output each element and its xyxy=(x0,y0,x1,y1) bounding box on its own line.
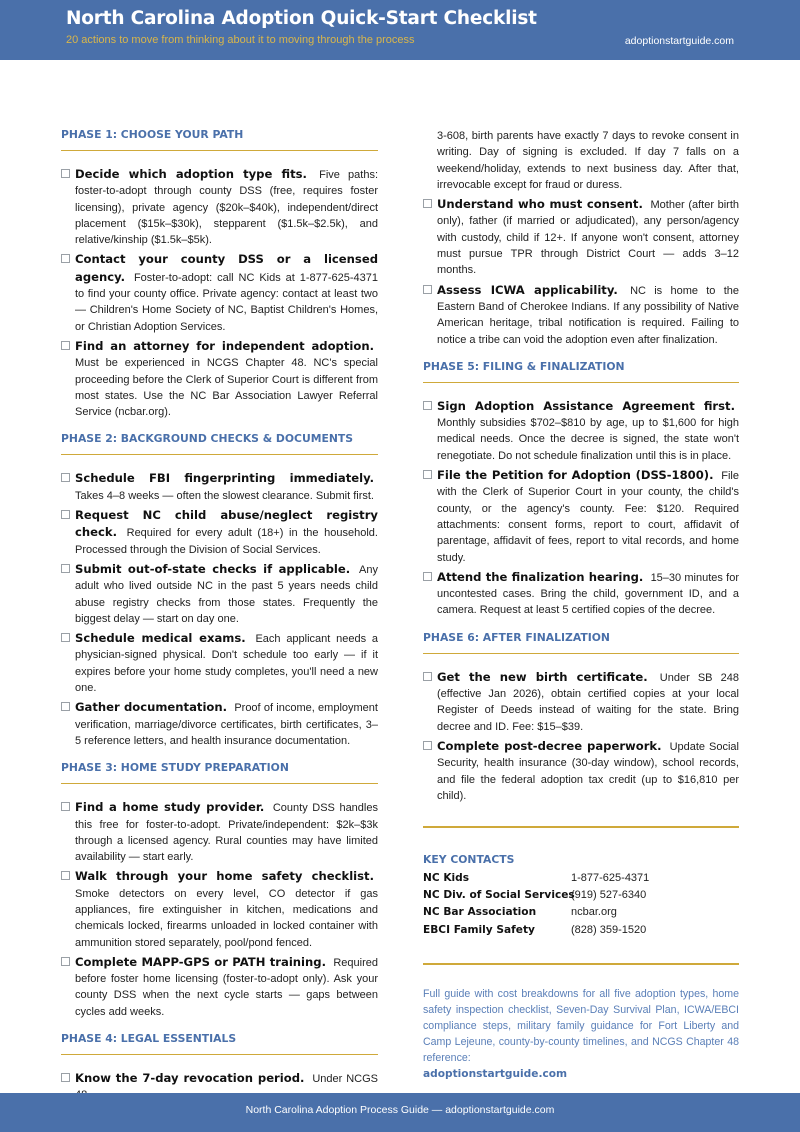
item-text: Each applicant needs a physician-signed physical. Don't schedule too early — if it expires before your home study completes, you'll need a new one. xyxy=(75,633,378,695)
checkbox[interactable] xyxy=(423,401,432,410)
item-text: Under NCGS xyxy=(312,1073,378,1086)
item-lead: Sign Adoption Assistance Agreement first. xyxy=(437,398,735,413)
contact-value: (919) 527-6340 xyxy=(571,889,647,901)
checkbox[interactable] xyxy=(61,1073,70,1082)
checklist-item xyxy=(423,196,739,278)
checklist-item xyxy=(61,338,378,420)
checkbox[interactable] xyxy=(423,470,432,479)
contact-row xyxy=(423,904,739,921)
item-text: NC is home to the Eastern Band of Cherokee Indians. If any possibility of Native American heritage, tribal notification is required. Failing to notice a tribe can void the adoption even after finalization. xyxy=(437,284,740,346)
contact-row xyxy=(423,870,739,887)
item-lead: Get the new birth certificate. xyxy=(437,669,648,684)
page-subtitle: 20 actions to move from thinking about it to moving through the process xyxy=(66,34,415,46)
phase-3 xyxy=(61,761,378,1020)
phase-2 xyxy=(61,432,378,749)
item-text: Must be experienced in NCGS Chapter 48. NC's special proceeding before the Clerk of Superior Court is different from most states. Use the NC Bar Association Lawyer Referral Service (ncbar.org). xyxy=(75,357,378,419)
item-text: Under SB 248 (effective Jan 2026), obtain certified copies at your local Register of Deeds instead of waiting for the state. Bring decree and ID. Fee: $15–$39. xyxy=(437,671,739,733)
contact-name: NC Div. of Social Services xyxy=(423,889,575,901)
checkbox[interactable] xyxy=(61,254,70,263)
checkbox[interactable] xyxy=(423,741,432,750)
item-lead: Gather documentation. xyxy=(75,700,228,715)
contact-value: 1-877-625-4371 xyxy=(571,871,650,884)
phase-title: PHASE 3: HOME STUDY PREPARATION xyxy=(61,761,378,784)
right-column xyxy=(423,128,739,1082)
checkbox[interactable] xyxy=(423,285,432,294)
checkbox[interactable] xyxy=(61,169,70,178)
item-text: 3-608, birth parents have exactly 7 days to revoke consent in writing. Day of signing is excluded. If day 7 falls on a weekend/holiday, extends to next business day. After that, irrevocable except for fraud or duress. xyxy=(437,130,739,191)
checkbox[interactable] xyxy=(61,871,70,880)
checklist-item xyxy=(61,166,378,248)
item-lead: Complete post-decree paperwork. xyxy=(437,738,662,753)
page-footer xyxy=(0,1093,800,1132)
checklist-item xyxy=(61,699,378,749)
item-text: Mother (after birth only), father (if married or adjudicated), any person/agency with custody, child if 12+. If anyone won't consent, attorney must pursue TPR through District Court — adds 3–12 months. xyxy=(437,199,739,277)
checkbox[interactable] xyxy=(423,572,432,581)
section-divider xyxy=(423,963,739,965)
phase-title: PHASE 1: CHOOSE YOUR PATH xyxy=(61,128,378,151)
item-lead: Schedule FBI fingerprinting immediately. xyxy=(75,471,374,486)
footer-text: North Carolina Adoption Process Guide — adoptionstartguide.com xyxy=(245,1104,555,1116)
checklist-item xyxy=(61,507,378,558)
item-lead: Walk through your home safety checklist. xyxy=(75,869,374,884)
item-lead: Attend the finalization hearing. xyxy=(437,569,644,584)
checklist-item xyxy=(423,467,739,566)
item-lead: Schedule medical exams. xyxy=(75,631,246,646)
item-text: Smoke detectors on every level, CO detector if gas appliances, fire extinguisher in kitchen, medications and chemicals locked, firearms unloaded in locked container with ammunition stored separately, pool/pond fenced. xyxy=(75,887,378,949)
guide-description: Full guide with cost breakdowns for all five adoption types, home safety inspection checklist, Seven-Day Survival Plan, ICWA/EBCI compliance steps, military family guidance for Fort Liberty and Camp Lejeune, county-by-county timelines, and NCGS Chapter 48 reference: xyxy=(423,987,739,1065)
checklist-item xyxy=(61,561,378,627)
checkbox[interactable] xyxy=(61,510,70,519)
checklist-item xyxy=(61,868,378,950)
item-lead: Understand who must consent. xyxy=(437,197,643,212)
phase-title: PHASE 6: AFTER FINALIZATION xyxy=(423,631,739,654)
contact-row xyxy=(423,887,739,904)
checkbox[interactable] xyxy=(61,564,70,573)
checklist-item xyxy=(61,799,378,865)
item-text: Foster-to-adopt: call NC Kids at 1-877-625-4371 to find your county office. Private agency: contact at least two — Children's Home Society of NC, Baptist Children's Homes, or Christian Adoption Services. xyxy=(75,271,378,333)
checkbox[interactable] xyxy=(61,802,70,811)
checklist-item xyxy=(423,669,739,735)
checklist-item xyxy=(423,738,739,804)
contact-name: NC Kids xyxy=(423,871,470,884)
item-text: 15–30 minutes for uncontested cases. Bring the child, government ID, and a camera. Request at least 5 certified copies of the decree. xyxy=(437,571,739,617)
checklist-item xyxy=(61,470,378,504)
phase-6 xyxy=(423,631,739,804)
page-title: North Carolina Adoption Quick-Start Checklist xyxy=(66,8,537,29)
item-lead: Assess ICWA applicability. xyxy=(437,282,618,297)
item-text: Required for every adult (18+) in the household. Processed through the Division of Social Services. xyxy=(75,527,378,556)
contact-name: EBCI Family Safety xyxy=(423,923,535,936)
checkbox[interactable] xyxy=(61,702,70,711)
item-text: Takes 4–8 weeks — often the slowest clearance. Submit first. xyxy=(75,489,374,502)
phase-title: PHASE 2: BACKGROUND CHECKS & DOCUMENTS xyxy=(61,432,378,455)
item-lead: Contact your county DSS or a licensed agency. xyxy=(75,252,378,284)
contact-row xyxy=(423,922,739,939)
phase-1 xyxy=(61,128,378,420)
item-text: File with the Clerk of Superior Court in your county, the child's county, or the agency's county. Fee: $120. Required attachments: consent forms, report to court, affidavit of parentage, affidavit of fees, report to vital records, and home study. xyxy=(437,470,739,564)
phase-5 xyxy=(423,360,739,619)
item-lead: Decide which adoption type fits. xyxy=(75,167,307,181)
item-lead: Request NC child abuse/neglect registry check. xyxy=(75,508,378,540)
item-text: Five paths: foster-to-adopt through county DSS (free, requires foster licensing), private agency ($20k–$40k), independent/direct placement ($15k–$30k), stepparent ($1.5k–$2.5k), and relative/kinship ($1.5k–$5k). xyxy=(75,169,378,247)
item-text: Required before foster home licensing (foster-to-adopt only). Ask your county DSS when the next cycle starts — gaps between cycles add weeks. xyxy=(75,956,378,1018)
item-lead: File the Petition for Adoption (DSS-1800). xyxy=(437,468,714,483)
checkbox[interactable] xyxy=(61,341,70,350)
contact-value: (828) 359-1520 xyxy=(571,923,647,936)
phase-title: PHASE 5: FILING & FINALIZATION xyxy=(423,360,739,383)
checkbox[interactable] xyxy=(61,633,70,642)
guide-promo xyxy=(423,986,739,1082)
checkbox[interactable] xyxy=(423,672,432,681)
key-contacts xyxy=(423,853,739,940)
phase-title: PHASE 4: LEGAL ESSENTIALS xyxy=(61,1032,378,1055)
checklist-item xyxy=(61,954,378,1020)
checklist-item xyxy=(423,569,739,619)
header-site-link[interactable]: adoptionstartguide.com xyxy=(624,35,734,47)
checklist-item-continued xyxy=(423,128,739,193)
checkbox[interactable] xyxy=(61,473,70,482)
section-divider xyxy=(423,826,739,828)
left-column xyxy=(61,128,378,1116)
item-text: Monthly subsidies $702–$810 by age, up to $1,600 for high medical needs. Once the decree is signed, the state won't renegotiate. Do not schedule finalization until this is in place. xyxy=(437,417,739,462)
phase-4-continued xyxy=(423,128,739,348)
contact-value: ncbar.org xyxy=(571,906,617,919)
page-header xyxy=(0,0,800,60)
checklist-item xyxy=(423,398,739,464)
checkbox[interactable] xyxy=(61,957,70,966)
item-text: Update Social Security, health insurance (30-day window), school records, and file the federal adoption tax credit (up to $16,810 per child). xyxy=(437,740,739,802)
checklist-item xyxy=(423,282,739,348)
item-lead: Submit out-of-state checks if applicable. xyxy=(75,561,351,576)
checklist-item xyxy=(61,630,378,696)
item-lead: Know the 7-day revocation period. xyxy=(75,1071,305,1086)
item-lead: Find a home study provider. xyxy=(75,800,265,815)
contacts-title: KEY CONTACTS xyxy=(423,852,515,866)
contact-name: NC Bar Association xyxy=(423,906,537,919)
checkbox[interactable] xyxy=(423,199,432,208)
item-lead: Complete MAPP-GPS or PATH training. xyxy=(75,954,326,969)
item-text: County DSS handles this free for foster-to-adopt. Private/independent: $2k–$3k through a licensed agency. Rural counties may have limited availability — start early. xyxy=(75,802,378,864)
guide-link[interactable]: adoptionstartguide.com xyxy=(423,1068,568,1081)
item-text: Any adult who lived outside NC in the past 5 years needs child abuse registry checks from those states. Frequently the biggest delay — start on day one. xyxy=(75,563,378,625)
item-text: Proof of income, employment verification, marriage/divorce certificates, birth certificates, 3–5 reference letters, and health insurance documentation. xyxy=(75,702,378,747)
item-lead: Find an attorney for independent adoption. xyxy=(75,338,374,353)
checklist-item xyxy=(61,251,378,334)
